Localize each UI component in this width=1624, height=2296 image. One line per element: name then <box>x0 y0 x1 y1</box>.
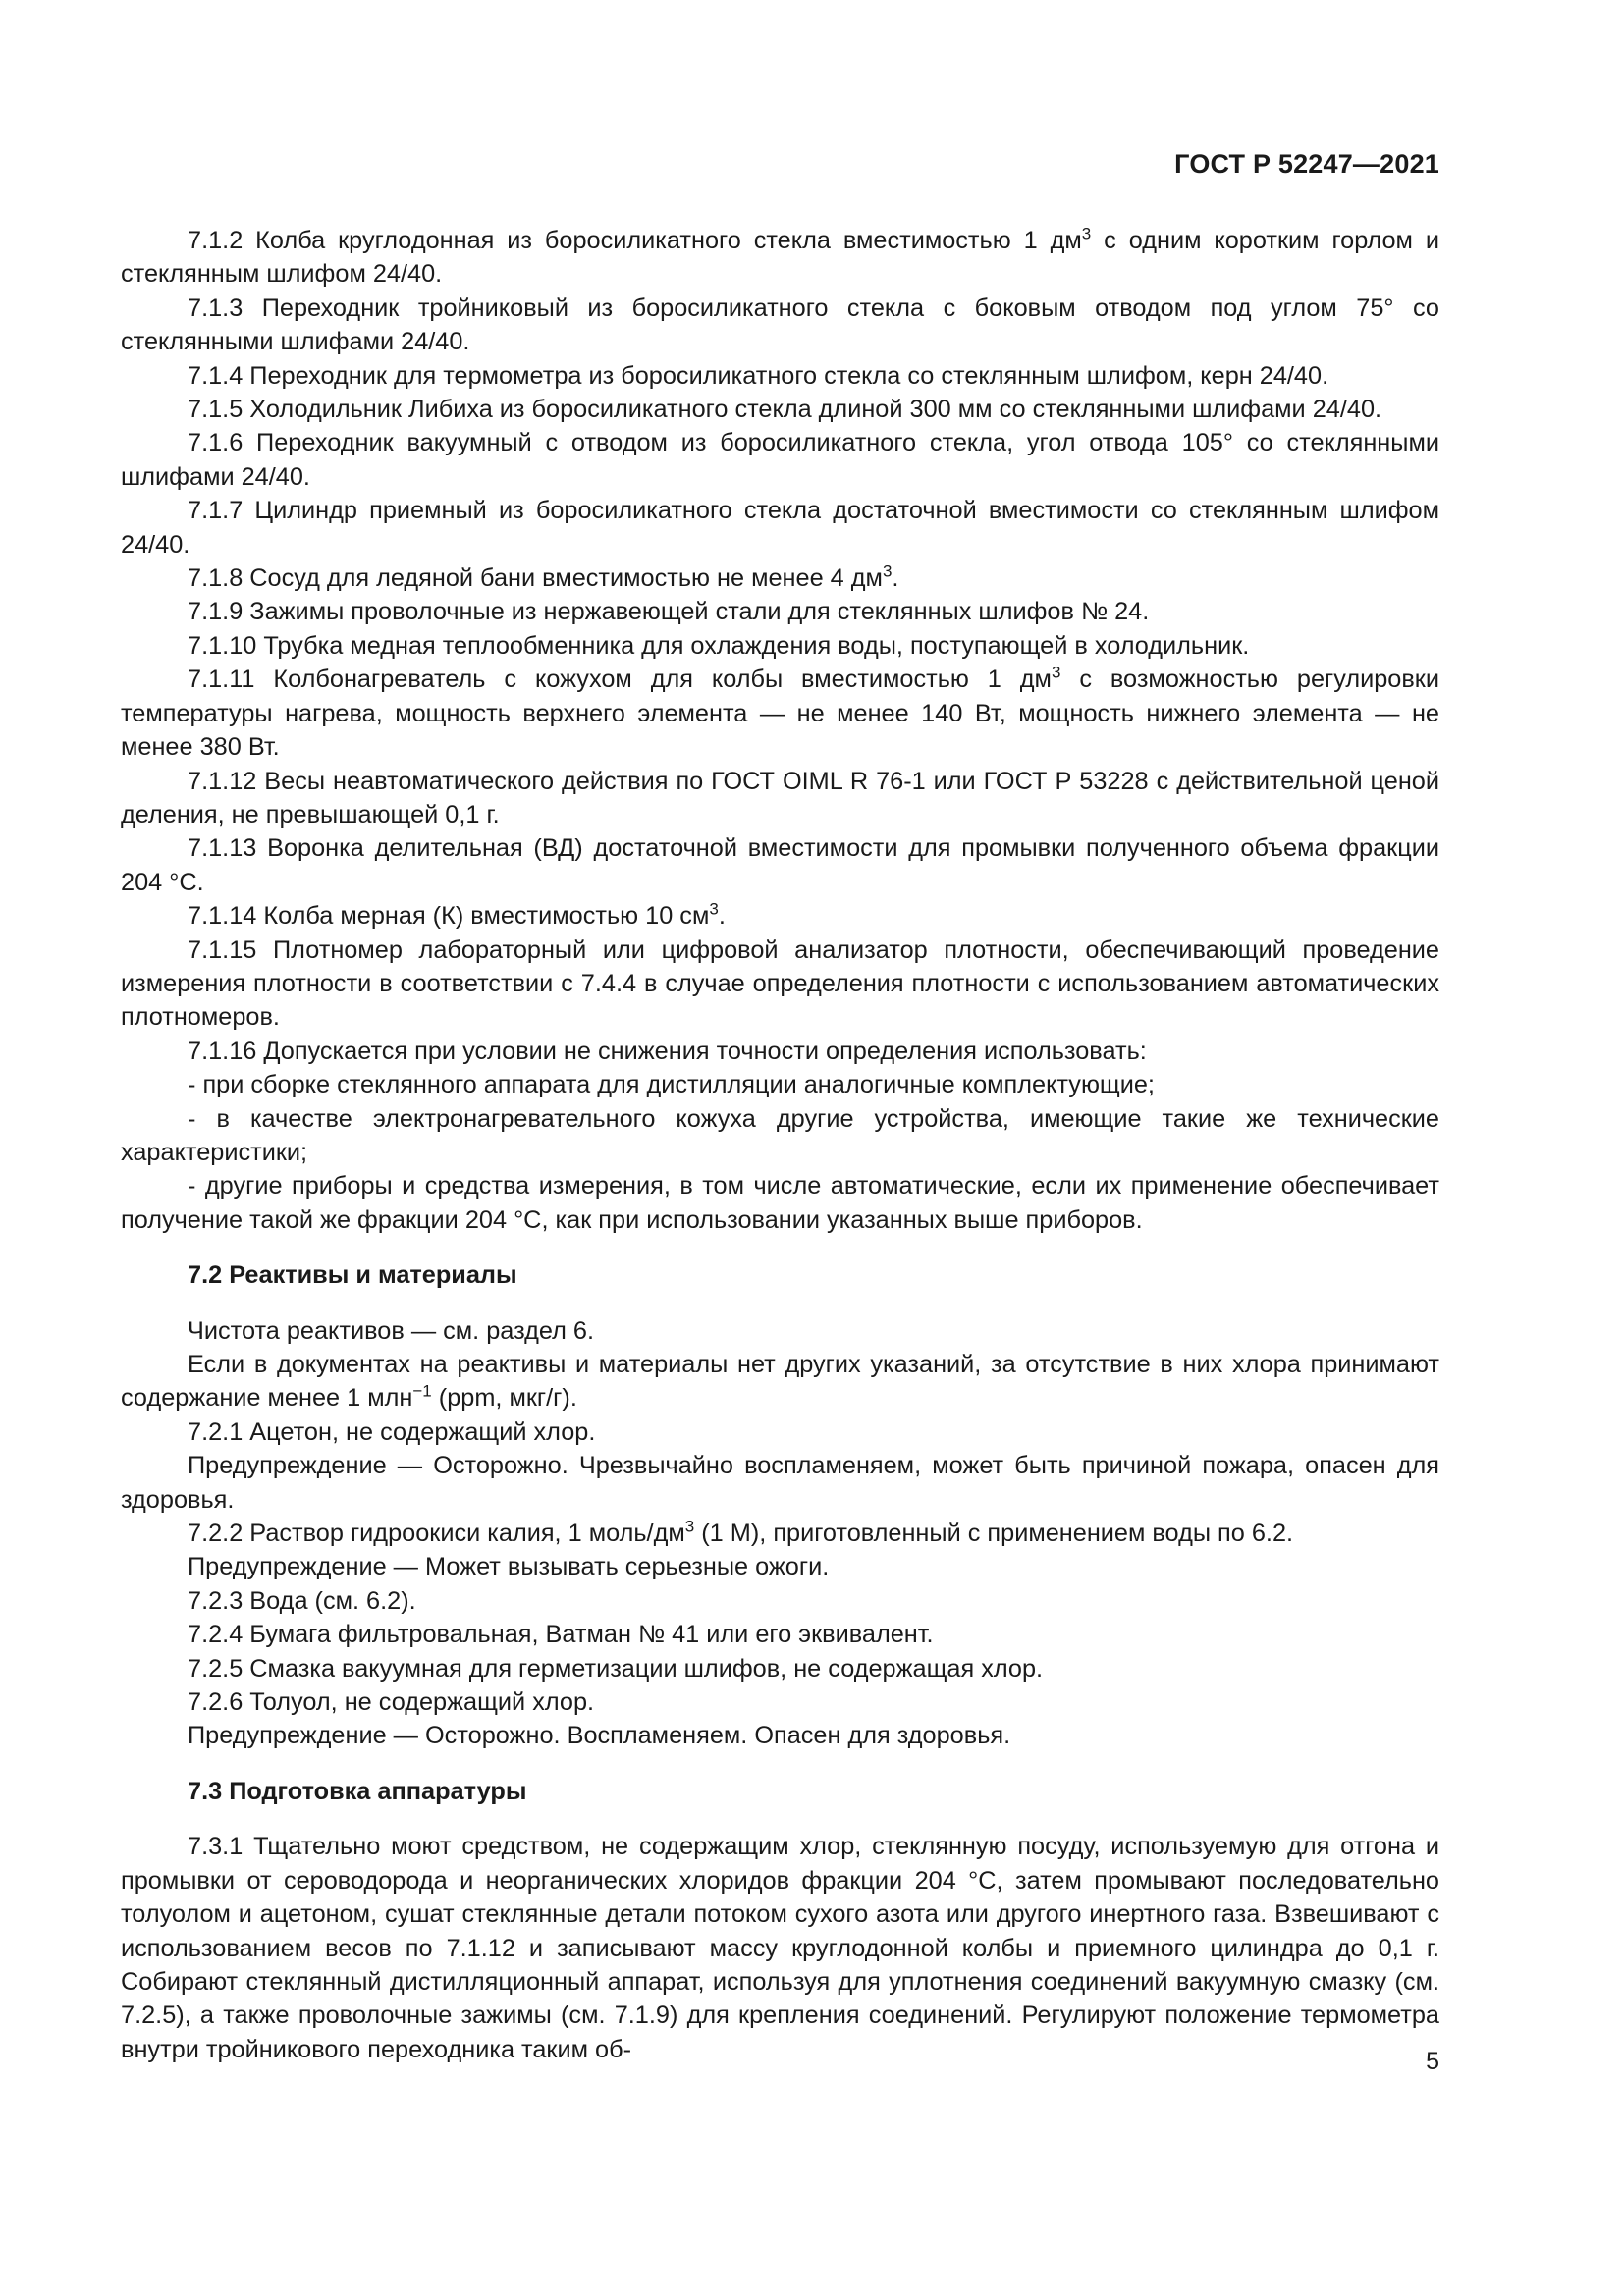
paragraph: 7.2.5 Смазка вакуумная для герметизации шлифов, не содержащая хлор. <box>188 1654 1044 1682</box>
paragraph: 7.2.4 Бумага фильтровальная, Ватман № 41 или его эквивалент. <box>188 1621 934 1649</box>
paragraph: Предупреждение — Осторожно. Чрезвычайно воспламеняем, может быть причиной пожара, опасен для здоровья. <box>121 1452 1439 1514</box>
paragraph: 7.2.2 Раствор гидроокиси калия, 1 моль/$дм^3$ (1 М), приготовленный с применением воды по 6.2. <box>188 1517 1294 1548</box>
document-body <box>121 224 1439 2066</box>
paragraph: - в качестве электронагревательного кожуха другие устройства, имеющие такие же технические характеристики; <box>121 1104 1439 1166</box>
paragraph: Чистота реактивов — см. раздел 6. <box>188 1316 595 1345</box>
superscript: −1 <box>412 1382 432 1402</box>
paragraph: 7.1.16 Допускается при условии не снижения точности определения использовать: <box>188 1037 1147 1065</box>
paragraph: 7.1.15 Плотномер лабораторный или цифровой анализатор плотности, обеспечивающий проведение измерения плотности в соответствии с 7.4.4 в случае определения плотности с использованием автоматических плотномеров. <box>121 935 1439 1032</box>
superscript: 3 <box>882 561 893 581</box>
paragraph: Предупреждение — Может вызывать серьезные ожоги. <box>188 1553 830 1581</box>
paragraph: 7.1.4 Переходник для термометра из боросиликатного стекла со стеклянным шлифом, керн 24/40. <box>188 361 1329 390</box>
superscript: 3 <box>684 1517 695 1536</box>
paragraph: 7.1.2 Колба круглодонная из боросиликатного стекла вместимостью 1 $дм^3$ с одним коротким горлом и стеклянным шлифом 24/40. <box>121 224 1439 289</box>
paragraph: 7.2.3 Вода (см. 6.2). <box>188 1586 416 1615</box>
paragraph: 7.1.3 Переходник тройниковый из боросиликатного стекла с боковым отводом под углом 75° со стеклянными шлифами 24/40. <box>121 294 1439 356</box>
superscript: 3 <box>709 899 719 919</box>
superscript: 3 <box>1051 663 1061 682</box>
paragraph: 7.1.14 Колба мерная (К) вместимостью 10 $см^3$. <box>188 899 726 931</box>
paragraph: 7.1.6 Переходник вакуумный с отводом из боросиликатного стекла, угол отвода 105° со стеклянными шлифами 24/40. <box>121 429 1439 491</box>
paragraph: 7.1.5 Холодильник Либиха из боросиликатного стекла длиной 300 мм со стеклянными шлифами 24/40. <box>188 396 1382 424</box>
paragraph: 7.3.1 Тщательно моют средством, не содержащим хлор, стеклянную посуду, используемую для отгона и промывки от сероводорода и неорганических хлоридов фракции 204 °С, затем промывают последовательно толуолом и ацетоном, сушат стеклянные детали потоком сухого азота или другого инертного газа. Взвешивают с использованием весов по 7.1.12 и записывают массу круглодонной колбы и приемного цилиндра до 0,1 г. Собирают стеклянный дистилляционный аппарат, используя для уплотнения соединений вакуумную смазку (см. 7.2.5), а также проволочные зажимы (см. 7.1.9) для крепления соединений. Регулируют положение термометра внутри тройникового переходника таким об- <box>121 1833 1439 2063</box>
paragraph: - при сборке стеклянного аппарата для дистилляции аналогичные комплектующие; <box>188 1071 1155 1099</box>
paragraph: - другие приборы и средства измерения, в том числе автоматические, если их применение обеспечивает получение такой же фракции 204 °С, как при использовании указанных выше приборов. <box>121 1172 1439 1234</box>
paragraph: 7.2.6 Толуол, не содержащий хлор. <box>188 1688 595 1717</box>
page-number: 5 <box>1426 2048 1439 2075</box>
paragraph: 7.2.1 Ацетон, не содержащий хлор. <box>188 1417 596 1446</box>
paragraph: Если в документах на реактивы и материалы нет других указаний, за отсутствие в них хлора принимают содержание менее 1 млн$^{-1}$ (ppm, мкг/г). <box>121 1351 1439 1413</box>
superscript: 3 <box>1081 224 1092 243</box>
paragraph: 7.1.13 Воронка делительная (ВД) достаточной вместимости для промывки полученного объема фракции 204 °С. <box>121 834 1439 896</box>
paragraph: 7.1.9 Зажимы проволочные из нержавеющей стали для стеклянных шлифов № 24. <box>188 598 1150 626</box>
paragraph: 7.1.7 Цилиндр приемный из боросиликатного стекла достаточной вместимости со стеклянным шлифом 24/40. <box>121 497 1439 559</box>
paragraph: 7.1.11 Колбонагреватель с кожухом для колбы вместимостью 1 $дм^3$ с возможностью регулировки температуры нагрева, мощность верхнего элемента — не менее 140 Вт, мощность нижнего элемента — не менее 380 Вт. <box>121 663 1439 762</box>
paragraph: 7.1.10 Трубка медная теплообменника для охлаждения воды, поступающей в холодильник. <box>188 631 1250 660</box>
section-heading: 7.3 Подготовка аппаратуры <box>188 1777 527 1805</box>
paragraph: 7.1.12 Весы неавтоматического действия по ГОСТ OIML R 76-1 или ГОСТ Р 53228 с действительной ценой деления, не превышающей 0,1 г. <box>121 767 1439 828</box>
paragraph: 7.1.8 Сосуд для ледяной бани вместимостью не менее 4 $дм^3$. <box>188 561 899 593</box>
section-heading: 7.2 Реактивы и материалы <box>188 1261 517 1290</box>
document-header: ГОСТ Р 52247—2021 <box>1174 149 1439 179</box>
paragraph: Предупреждение — Осторожно. Воспламеняем. Опасен для здоровья. <box>188 1722 1011 1750</box>
